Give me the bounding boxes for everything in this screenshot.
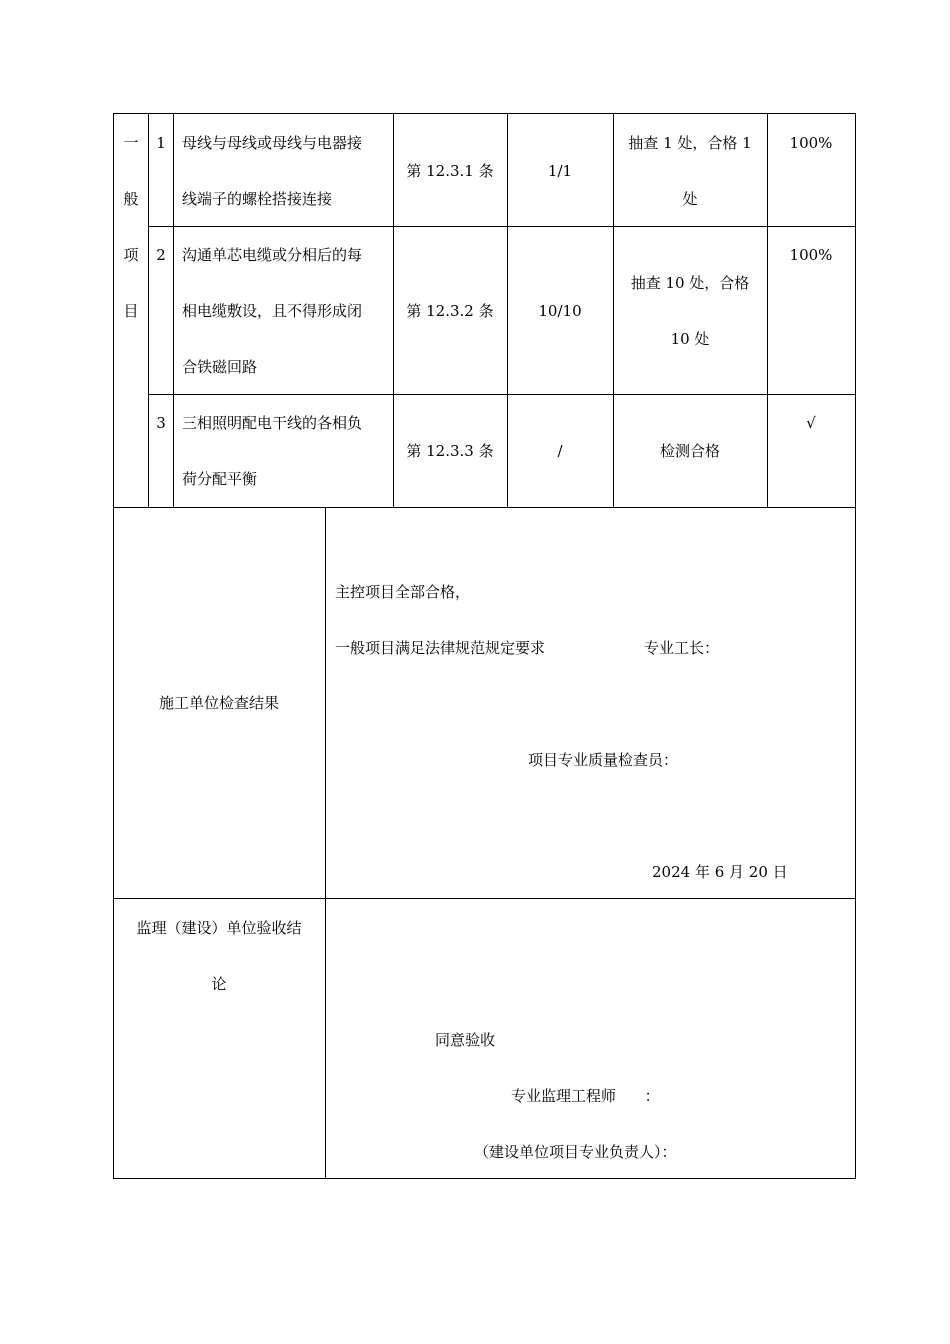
inspector-signature-label: 项目专业质量检查员： [528, 751, 679, 769]
check-record-line: 抽查 1 处，合格 1 [628, 134, 752, 152]
col-divider-bottom [325, 507, 326, 1179]
table-border-bottom [113, 1178, 856, 1179]
col-divider-clause [507, 113, 508, 507]
row-divider-1 [148, 226, 856, 227]
check-conclusion-line: 一般项目满足法律规范规定要求 [335, 639, 546, 657]
check-record-line: 检测合格 [659, 442, 721, 460]
row-number: 1 [156, 134, 166, 152]
engineer-signature-label: 专业监理工程师 ： [511, 1087, 660, 1105]
min-sample: 10/10 [538, 302, 582, 320]
col-divider-item [393, 113, 394, 507]
table-border-top [113, 113, 856, 114]
col-divider-category [148, 113, 149, 507]
owner-rep-signature-label: （建设单位项目专业负责人）： [474, 1143, 677, 1161]
row-number: 2 [156, 246, 166, 264]
clause-ref: 第 12.3.3 条 [406, 442, 494, 460]
row-divider-2 [148, 394, 856, 395]
item-text-line: 线端子的螺栓搭接连接 [182, 190, 333, 208]
acceptance-opinion: 同意验收 [435, 1031, 496, 1049]
item-text-line: 沟通单芯电缆或分相后的每 [182, 246, 363, 264]
section-divider-2 [113, 898, 856, 899]
check-result: √ [806, 414, 816, 432]
section-divider-1 [113, 507, 856, 508]
check-record-line: 10 处 [670, 330, 710, 348]
item-text-line: 合铁磁回路 [182, 358, 258, 376]
col-divider-sample [613, 113, 614, 507]
clause-ref: 第 12.3.2 条 [406, 302, 494, 320]
check-result: 100% [789, 134, 833, 152]
category-char: 目 [123, 302, 139, 320]
supervision-label-line: 监理（建设）单位验收结 [136, 919, 302, 937]
col-divider-no [173, 113, 174, 507]
min-sample: / [557, 442, 563, 460]
category-char: 般 [123, 190, 139, 208]
category-char: 一 [123, 134, 139, 152]
item-text-line: 母线与母线或母线与电器接 [182, 134, 363, 152]
check-date: 2024 年 6 月 20 日 [652, 863, 788, 881]
check-result: 100% [789, 246, 833, 264]
construction-check-label: 施工单位检查结果 [158, 694, 280, 712]
item-text-line: 荷分配平衡 [182, 470, 258, 488]
clause-ref: 第 12.3.1 条 [406, 162, 494, 180]
foreman-signature-label: 专业工长： [644, 639, 720, 657]
table-border-left [113, 113, 114, 1179]
item-text-line: 三相照明配电干线的各相负 [182, 414, 363, 432]
table-border-right [855, 113, 856, 1179]
check-conclusion-line: 主控项目全部合格， [335, 583, 471, 601]
supervision-label-line: 论 [211, 975, 227, 993]
category-char: 项 [123, 246, 139, 264]
col-divider-check [767, 113, 768, 507]
row-number: 3 [156, 414, 166, 432]
item-text-line: 相电缆敷设，且不得形成闭 [182, 302, 363, 320]
min-sample: 1/1 [547, 162, 573, 180]
check-record-line: 处 [682, 190, 698, 208]
check-record-line: 抽查 10 处，合格 [630, 274, 750, 292]
